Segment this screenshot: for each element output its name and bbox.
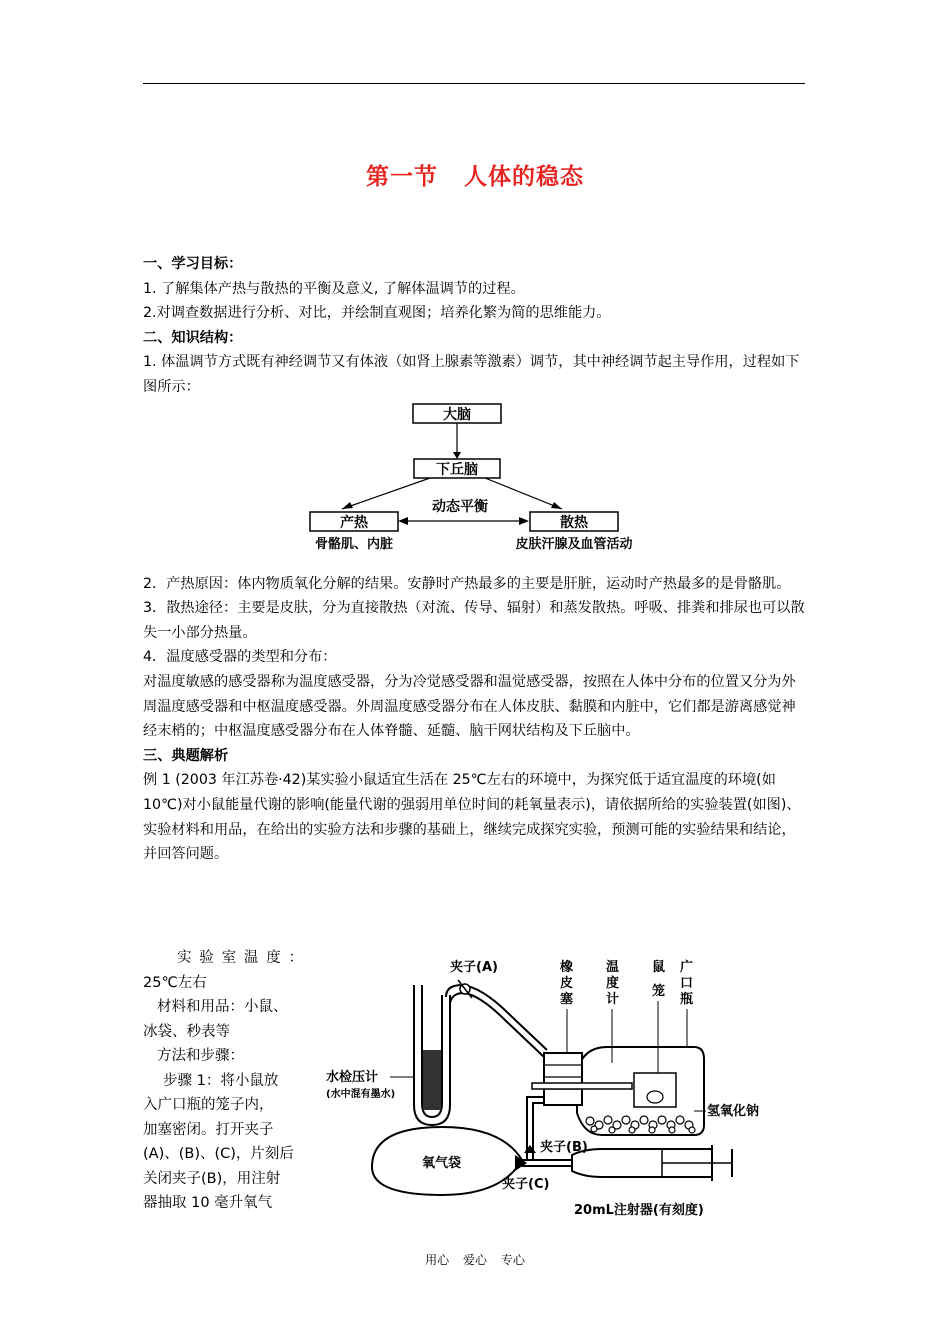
paragraph-heat-dissipation: 3．散热途径：主要是皮肤，分为直接散热（对流、传导、辐射）和蒸发散热。呼吸、排粪和排尿也可以散失一小部分热量。: [143, 600, 805, 641]
side-line: (A)、(B)、(C)，片刻后: [143, 1146, 294, 1162]
production-sources-label: 骨骼肌、内脏: [314, 537, 394, 552]
thermoregulation-diagram: [300, 398, 670, 553]
side-line: 关闭夹子(B)，用注射: [143, 1170, 281, 1187]
bottle-char: 口: [680, 976, 694, 991]
heading-knowledge-structure: 二、知识结构：: [143, 329, 243, 346]
side-line: 加塞密闭。打开夹子: [143, 1121, 274, 1138]
side-text-column: [143, 946, 303, 1216]
arrowhead: [519, 517, 529, 525]
cage-char: 笼: [652, 984, 666, 999]
tube-a: [446, 985, 547, 1050]
title-topic: 人体的稳态: [464, 164, 584, 190]
dissipation-routes-label: 皮肤汗腺及血管活动: [515, 537, 633, 552]
side-line: 器抽取 10 毫升氧气: [143, 1195, 273, 1211]
stopper-char: 橡: [560, 960, 574, 975]
clip-b-label: 夹子(B): [540, 1140, 588, 1155]
heading-learning-goals: 一、学习目标：: [143, 256, 243, 272]
page-footer: [0, 1251, 950, 1268]
stopper-char: 皮: [560, 976, 574, 991]
cage-char: 鼠: [652, 960, 666, 975]
stopper-char: 塞: [560, 992, 574, 1007]
paragraph-heat-production: 2．产热原因：体内物质氧化分解的结果。安静时产热最多的主要是肝脏，运动时产热最多的是骨骼肌。: [143, 575, 791, 592]
clip-c-label: 夹子(C): [502, 1177, 550, 1192]
dynamic-balance-label: 动态平衡: [432, 499, 488, 515]
side-line: 冰袋、秒表等: [143, 1023, 230, 1040]
goal-item-1: 1. 了解集体产热与散热的平衡及意义, 了解体温调节的过程。: [143, 280, 525, 297]
side-line: 实验室温度：: [177, 950, 303, 966]
heat-production-label: 产热: [340, 515, 368, 531]
arrowhead: [453, 452, 461, 459]
paragraph-regulation: 1. 体温调节方式既有神经调节又有体液（如肾上腺素等激素）调节，其中神经调节起主导作用，过程如下图所示：: [143, 354, 800, 395]
heat-dissipation-label: 散热: [560, 515, 588, 531]
rubber-stopper: [544, 1053, 582, 1105]
oxygen-bag-label: 氧气袋: [422, 1156, 462, 1171]
manometer-liquid: [423, 1050, 441, 1110]
apparatus-diagram: [322, 955, 792, 1220]
side-line: 入广口瓶的笼子内，: [143, 1097, 274, 1113]
thermometer: [532, 1083, 632, 1089]
paragraph-receptor-heading: 4．温度感受器的类型和分布：: [143, 649, 337, 666]
syringe-label: 20mL注射器(有刻度): [574, 1203, 704, 1218]
manometer-label: 水检压计: [326, 1070, 379, 1085]
footer-text: 用心: [425, 1253, 450, 1267]
clip-a-label: 夹子(A): [450, 960, 498, 975]
arrowhead: [551, 502, 562, 509]
header-rule: [143, 83, 805, 84]
title-section-number: 第一节: [366, 164, 438, 190]
mouse-icon: [647, 1091, 663, 1103]
clip-b-icon: [524, 1145, 536, 1153]
thermometer-char: 度: [606, 976, 620, 991]
arrowhead: [342, 502, 353, 509]
bottle-char: 瓶: [680, 992, 694, 1007]
side-line: 材料和用品：小鼠、: [157, 999, 288, 1015]
mouse-cage-label: [652, 959, 665, 999]
bottle-label: [680, 959, 693, 1007]
thermometer-char: 计: [606, 992, 620, 1007]
paragraph-receptors: 对温度敏感的感受器称为温度感受器，分为冷觉感受器和温觉感受器，按照在人体中分布的位置又分为外周温度感受器和中枢温度感受器。外周温度感受器分布在人体皮肤、黏膜和内脏中，它们都是游离感觉神经末梢的；中枢温度感受器分布在人体脊髓、延髓、脑干网状结构及下丘脑中。: [143, 673, 796, 740]
hypothalamus-label: 下丘脑: [436, 462, 478, 478]
goal-item-2: 2.对调查数据进行分析、对比，并绘制直观图；培养化繁为简的思维能力。: [143, 305, 611, 322]
footer-text: 爱心: [462, 1253, 487, 1267]
thermometer-char: 温: [606, 960, 620, 975]
naoh-label: 氢氧化钠: [707, 1104, 760, 1119]
arrow-to-production: [342, 478, 430, 509]
paragraph-example-1: 例 1 (2003 年江苏卷·42)某实验小鼠适宜生活在 25℃左右的环境中，为探究低于适宜温度的环境(如 10℃)对小鼠能量代谢的影响(能量代谢的强弱用单位时间的耗氧量表示)，请依据所给的实验装置(如图)、实验材料和用品，在给出的实验方法和步骤的基础上，继续完成探究实验，预测可能的实验结果和结论，并回答问题。: [143, 772, 801, 863]
naoh-pellets: [586, 1116, 695, 1133]
heading-example-analysis: 三、典题解析: [143, 747, 229, 764]
arrow-to-dissipation: [485, 478, 562, 509]
brain-label: 大脑: [443, 407, 471, 423]
arrowhead: [398, 517, 408, 525]
bottle-char: 广: [680, 960, 694, 975]
side-line: 方法和步骤：: [157, 1048, 244, 1064]
side-line: 步骤 1：将小鼠放: [163, 1072, 279, 1089]
footer-text: 专心: [500, 1253, 525, 1267]
document-body: [143, 252, 807, 867]
stopper-label: [560, 959, 573, 1007]
page-title: [0, 158, 950, 191]
manometer-note: (水中混有墨水): [326, 1089, 396, 1100]
side-line: 25℃左右: [143, 974, 207, 991]
thermometer-label: [606, 959, 619, 1007]
